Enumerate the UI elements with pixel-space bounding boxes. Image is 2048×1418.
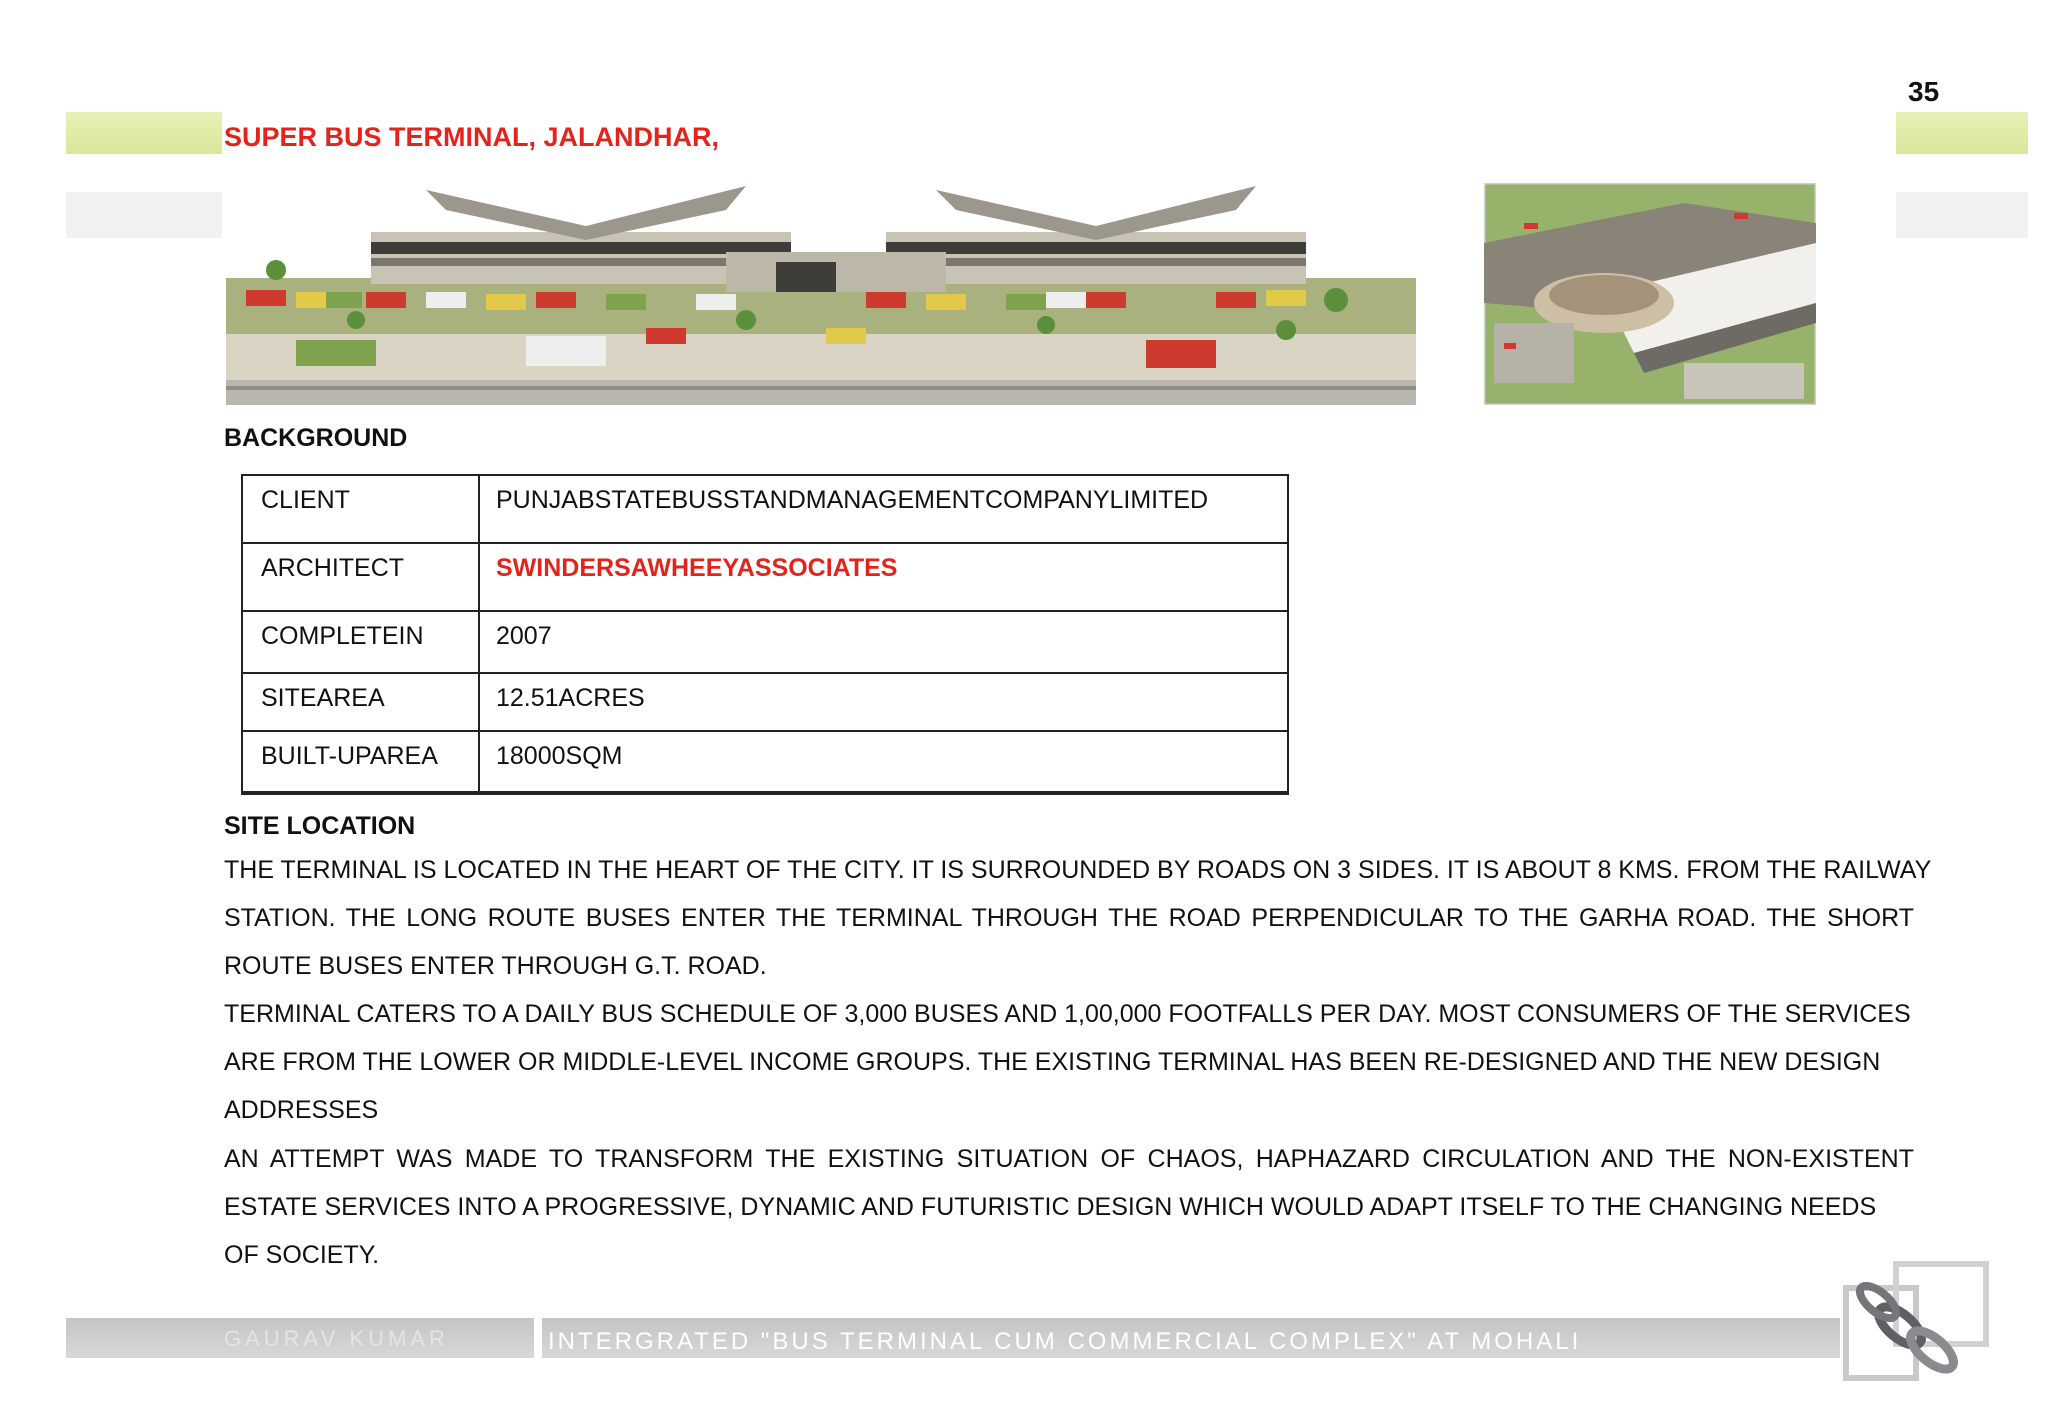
- table-row: [243, 674, 1287, 732]
- background-heading: BACKGROUND: [224, 424, 408, 452]
- table-row: [243, 732, 1287, 793]
- paragraph-line: OF SOCIETY.: [224, 1241, 380, 1269]
- table-value: PUNJABSTATEBUSSTANDMANAGEMENTCOMPANYLIMITED: [496, 486, 1209, 514]
- background-table: [241, 474, 1289, 795]
- paragraph-line: ARE FROM THE LOWER OR MIDDLE-LEVEL INCOME GROUPS. THE EXISTING TERMINAL HAS BEEN RE-DESIGNED AND THE NEW DESIGN: [224, 1048, 1881, 1076]
- table-label: COMPLETEIN: [261, 622, 424, 650]
- terminal-model-photo: [226, 180, 1416, 405]
- footer-author: GAURAV KUMAR: [224, 1326, 449, 1351]
- table-row: [243, 612, 1287, 674]
- table-label: ARCHITECT: [261, 554, 405, 582]
- table-column-divider: [478, 476, 480, 793]
- table-row: [243, 544, 1287, 612]
- table-value: 12.51ACRES: [496, 684, 645, 712]
- page-title: SUPER BUS TERMINAL, JALANDHAR,: [224, 122, 720, 152]
- table-label: CLIENT: [261, 486, 350, 514]
- site-paragraph-2: [224, 990, 1914, 1134]
- table-label: SITEAREA: [261, 684, 385, 712]
- chain-logo-icon: [1840, 1258, 1990, 1388]
- paragraph-line: STATION. THE LONG ROUTE BUSES ENTER THE TERMINAL THROUGH THE ROAD PERPENDICULAR TO THE GARHA ROAD. THE SHORT: [224, 904, 1914, 932]
- table-label: BUILT-UPAREA: [261, 742, 438, 770]
- footer-separator: [534, 1312, 542, 1358]
- table-row: [243, 476, 1287, 544]
- table-value: 2007: [496, 622, 552, 650]
- paragraph-line: ADDRESSES: [224, 1096, 379, 1124]
- page-number: 35: [1908, 76, 1940, 107]
- paragraph-line: ESTATE SERVICES INTO A PROGRESSIVE, DYNAMIC AND FUTURISTIC DESIGN WHICH WOULD ADAPT ITSELF TO THE CHANGING NEEDS: [224, 1193, 1877, 1221]
- table-value: 18000SQM: [496, 742, 623, 770]
- paragraph-line: AN ATTEMPT WAS MADE TO TRANSFORM THE EXISTING SITUATION OF CHAOS, HAPHAZARD CIRCULATION AND THE NON-EXISTENT: [224, 1145, 1914, 1173]
- paragraph-line: ROUTE BUSES ENTER THROUGH G.T. ROAD.: [224, 952, 767, 980]
- site-location-heading: SITE LOCATION: [224, 812, 416, 840]
- site-paragraph-3: [224, 1135, 1914, 1279]
- footer-project-title: INTERGRATED "BUS TERMINAL CUM COMMERCIAL COMPLEX" AT MOHALI: [548, 1328, 1582, 1355]
- paragraph-line: THE TERMINAL IS LOCATED IN THE HEART OF THE CITY. IT IS SURROUNDED BY ROADS ON 3 SIDES. IT IS ABOUT 8 KMS. FROM THE RAILWAY: [224, 856, 1932, 884]
- paragraph-line: TERMINAL CATERS TO A DAILY BUS SCHEDULE OF 3,000 BUSES AND 1,00,000 FOOTFALLS PER DAY. MOST CONSUMERS OF THE SERVICES: [224, 1000, 1911, 1028]
- site-paragraph-1: [224, 846, 1932, 990]
- terminal-aerial-photo: [1484, 183, 1816, 405]
- table-value: SWINDERSAWHEEYASSOCIATES: [496, 554, 898, 582]
